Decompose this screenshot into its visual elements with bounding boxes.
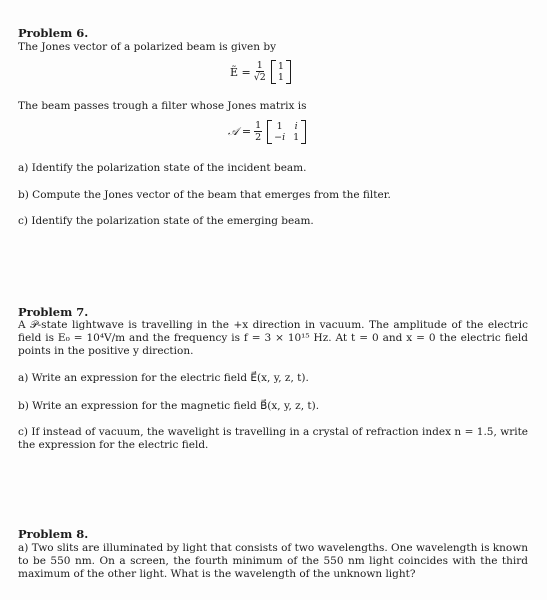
matrix-entry: 1: [276, 121, 283, 132]
eq2-matrix: [267, 120, 306, 144]
eq2-matrix-cells: [272, 120, 301, 144]
problem-7-title: Problem 7.: [18, 305, 89, 319]
matrix-entry: −i: [274, 132, 286, 143]
eq2-denominator: 2: [255, 132, 262, 143]
eq1-denominator: √2: [253, 72, 266, 83]
problem-6-part-b: b) Compute the Jones vector of the beam that emerges from the filter.: [18, 189, 391, 201]
eq2-lhs: 𝒜 =: [228, 125, 252, 138]
problem-7-part-b: b) Write an expression for the magnetic field B⃗(x, y, z, t).: [18, 400, 320, 412]
problem-6-intro: The Jones vector of a polarized beam is given by: [18, 41, 277, 53]
right-bracket: [301, 120, 306, 144]
problem-6-part-a: a) Identify the polarization state of the incident beam.: [18, 162, 307, 174]
problem-8-paragraph: a) Two slits are illuminated by light that consists of two wavelengths. One wavelength is known to be 550 nm. On a screen, the fourth minimum of the 550 nm light coincides with the third maximum of the other light. What is the wavelength of the unknown light?: [18, 542, 528, 580]
problem-7-paragraph: A 𝒫-state lightwave is travelling in the +x direction in vacuum. The amplitude of the electric field is E₀ = 10⁴V/m and the frequency is f = 3 × 10¹⁵ Hz. At t = 0 and x = 0 the electric field points in the positive y direction.: [18, 319, 528, 357]
right-bracket: [286, 60, 291, 84]
eq1-vector: [271, 60, 291, 84]
problem-6-title: Problem 6.: [18, 26, 89, 40]
problem-6-part-c: c) Identify the polarization state of the emerging beam.: [18, 215, 314, 227]
problem-7-part-c: c) If instead of vacuum, the wavelight is travelling in a crystal of refraction index n = 1.5, write the expression for the electric field.: [18, 426, 528, 451]
problem-6-mid: The beam passes trough a filter whose Jones matrix is: [18, 100, 307, 112]
eq2-numerator: 1: [255, 120, 262, 131]
eq1-numerator: 1: [256, 60, 263, 71]
problem-8-title: Problem 8.: [18, 527, 89, 541]
matrix-entry: 1: [293, 132, 300, 143]
matrix-entry: i: [294, 121, 298, 132]
jones-vector-equation: [230, 60, 291, 84]
problem-7-part-a: a) Write an expression for the electric field E⃗(x, y, z, t).: [18, 372, 309, 384]
jones-matrix-equation: [228, 120, 306, 144]
vector-entry: 1: [277, 72, 284, 83]
eq1-vector-cells: [276, 60, 286, 84]
eq2-fraction: [254, 121, 262, 143]
eq1-lhs: Ẽ =: [230, 65, 251, 79]
vector-entry: 1: [277, 61, 284, 72]
eq1-fraction: [254, 61, 266, 83]
